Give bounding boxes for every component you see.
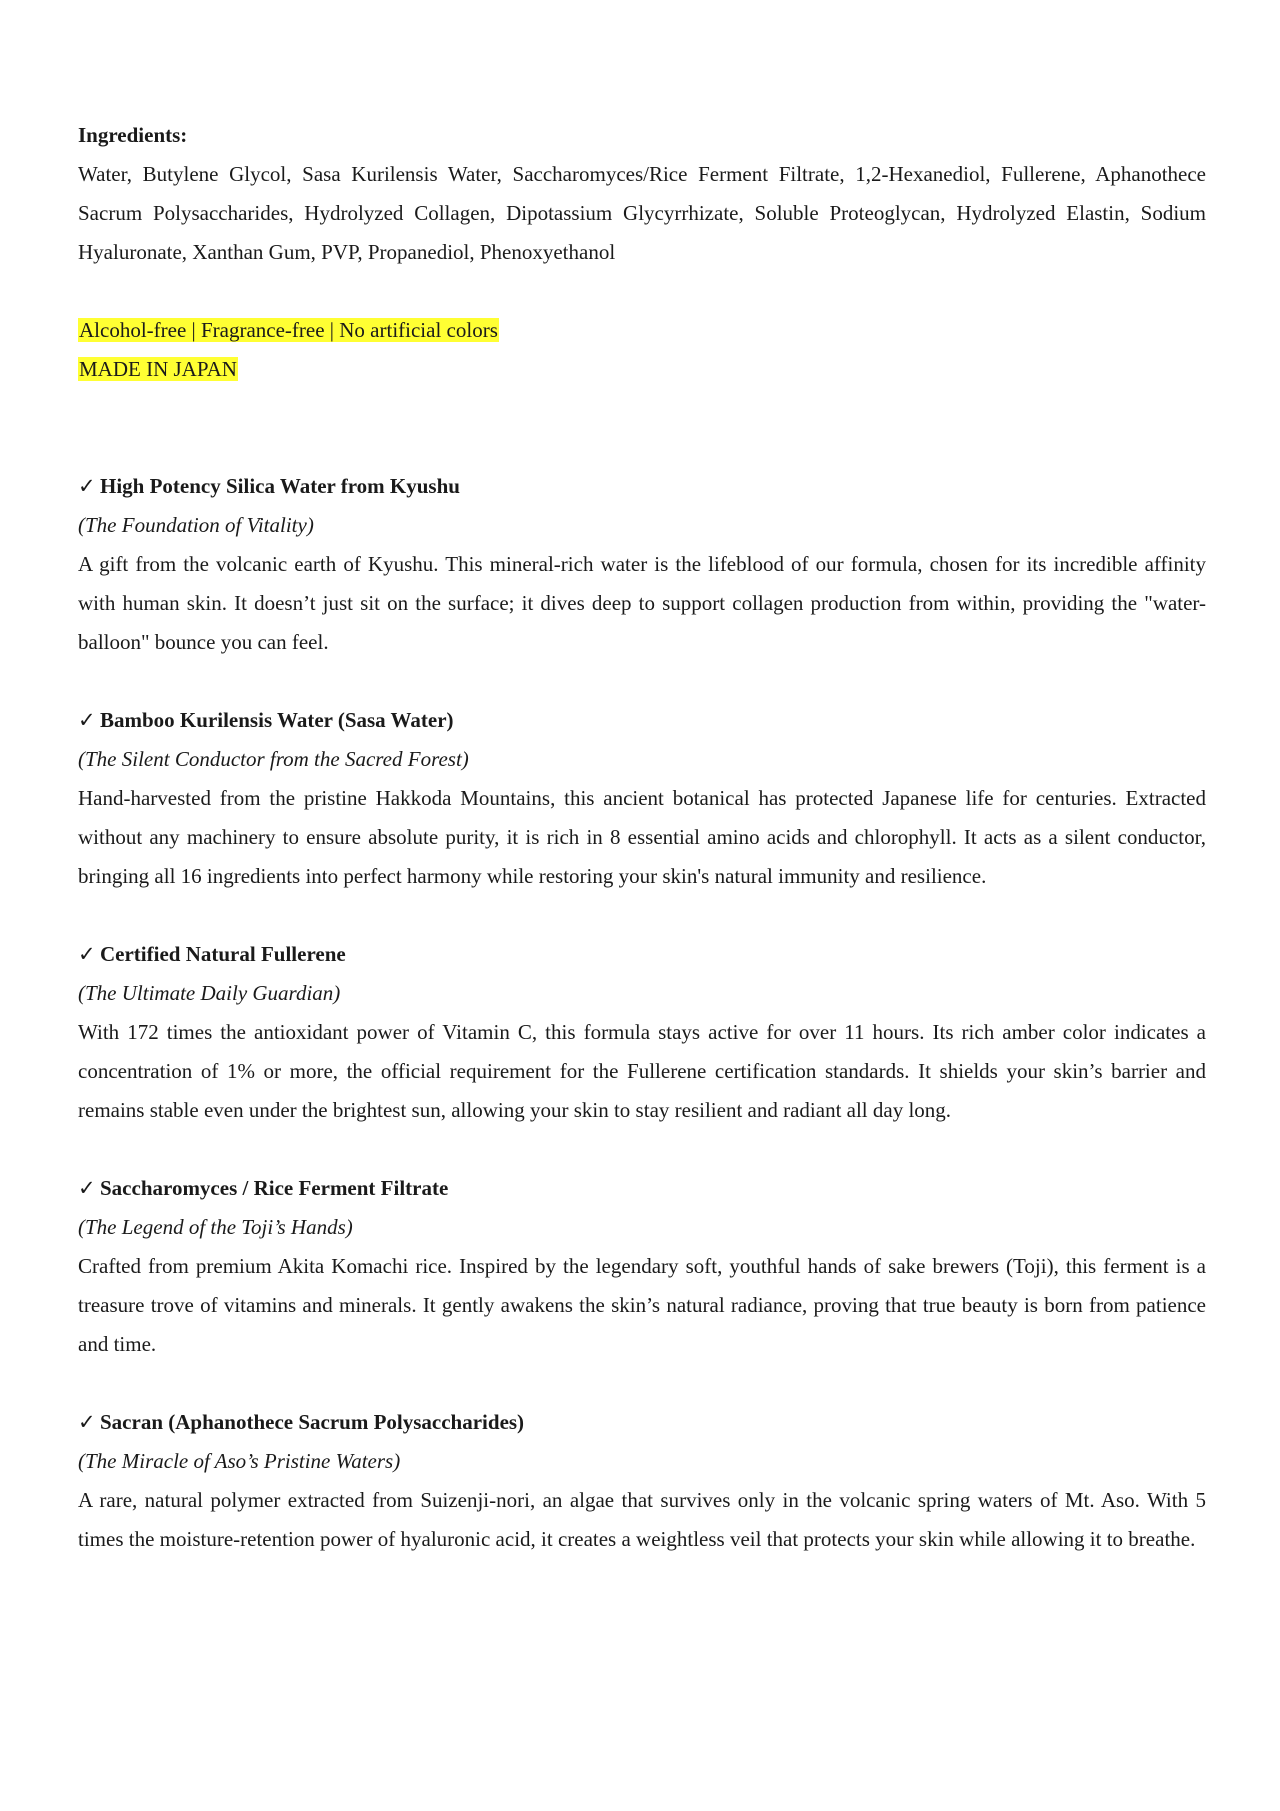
feature-title xyxy=(78,467,1206,506)
feature-description: With 172 times the antioxidant power of Vitamin C, this formula stays active for over 11 hours. Its rich amber color indicates a concentration of 1% or more, the official requirement for the Fullerene certification standards. It shields your skin’s barrier and remains stable even under the brightest sun, allowing your skin to stay resilient and radiant all day long. xyxy=(78,1020,1206,1122)
ingredients-section xyxy=(78,116,1206,272)
feature-description: A gift from the volcanic earth of Kyushu. This mineral-rich water is the lifeblood of our formula, chosen for its incredible affinity with human skin. It doesn’t just sit on the surface; it dives deep to support collagen production from within, providing the "water-balloon" bounce you can feel. xyxy=(78,552,1206,654)
feature-item xyxy=(78,1403,1206,1559)
ingredients-list: Water, Butylene Glycol, Sasa Kurilensis Water, Saccharomyces/Rice Ferment Filtrate, 1,2-Hexanediol, Fullerene, Aphanothece Sacrum Polysaccharides, Hydrolyzed Collagen, Dipotassium Glycyrrhizate, Soluble Proteoglycan, Hydrolyzed Elastin, Sodium Hyaluronate, Xanthan Gum, PVP, Propanediol, Phenoxyethanol xyxy=(78,162,1206,264)
feature-item xyxy=(78,935,1206,1130)
feature-subtitle: (The Silent Conductor from the Sacred Forest) xyxy=(78,747,469,771)
check-icon: ✓ xyxy=(78,1176,96,1200)
feature-item xyxy=(78,467,1206,662)
feature-item xyxy=(78,701,1206,896)
feature-description: Hand-harvested from the pristine Hakkoda Mountains, this ancient botanical has protected Japanese life for centuries. Extracted without any machinery to ensure absolute purity, it is rich in 8 essential amino acids and chlorophyll. It acts as a silent conductor, bringing all 16 ingredients into perfect harmony while restoring your skin's natural immunity and resilience. xyxy=(78,786,1206,888)
check-icon: ✓ xyxy=(78,474,96,498)
feature-title xyxy=(78,1169,1206,1208)
feature-title xyxy=(78,701,1206,740)
feature-title-text: Saccharomyces / Rice Ferment Filtrate xyxy=(100,1176,449,1200)
product-tags xyxy=(78,311,1206,389)
feature-subtitle: (The Foundation of Vitality) xyxy=(78,513,314,537)
feature-subtitle: (The Legend of the Toji’s Hands) xyxy=(78,1215,353,1239)
feature-subtitle: (The Ultimate Daily Guardian) xyxy=(78,981,341,1005)
feature-title xyxy=(78,1403,1206,1442)
feature-title-text: Certified Natural Fullerene xyxy=(100,942,346,966)
check-icon: ✓ xyxy=(78,1410,96,1434)
feature-subtitle: (The Miracle of Aso’s Pristine Waters) xyxy=(78,1449,401,1473)
feature-title-text: Sacran (Aphanothece Sacrum Polysaccharides) xyxy=(100,1410,525,1434)
features-section xyxy=(78,467,1206,1559)
check-icon: ✓ xyxy=(78,708,96,732)
made-in-japan-tag: MADE IN JAPAN xyxy=(79,357,237,381)
ingredients-heading: Ingredients: xyxy=(78,123,188,147)
feature-item xyxy=(78,1169,1206,1364)
feature-title-text: High Potency Silica Water from Kyushu xyxy=(100,474,460,498)
check-icon: ✓ xyxy=(78,942,96,966)
feature-title-text: Bamboo Kurilensis Water (Sasa Water) xyxy=(100,708,454,732)
document-page xyxy=(78,116,1206,1598)
feature-description: A rare, natural polymer extracted from Suizenji-nori, an algae that survives only in the volcanic spring waters of Mt. Aso. With 5 times the moisture-retention power of hyaluronic acid, it creates a weightless veil that protects your skin while allowing it to breathe. xyxy=(78,1488,1206,1551)
feature-description: Crafted from premium Akita Komachi rice. Inspired by the legendary soft, youthful hands of sake brewers (Toji), this ferment is a treasure trove of vitamins and minerals. It gently awakens the skin’s natural radiance, proving that true beauty is born from patience and time. xyxy=(78,1254,1206,1356)
free-from-tag: Alcohol-free | Fragrance-free | No artificial colors xyxy=(79,318,498,342)
feature-title xyxy=(78,935,1206,974)
